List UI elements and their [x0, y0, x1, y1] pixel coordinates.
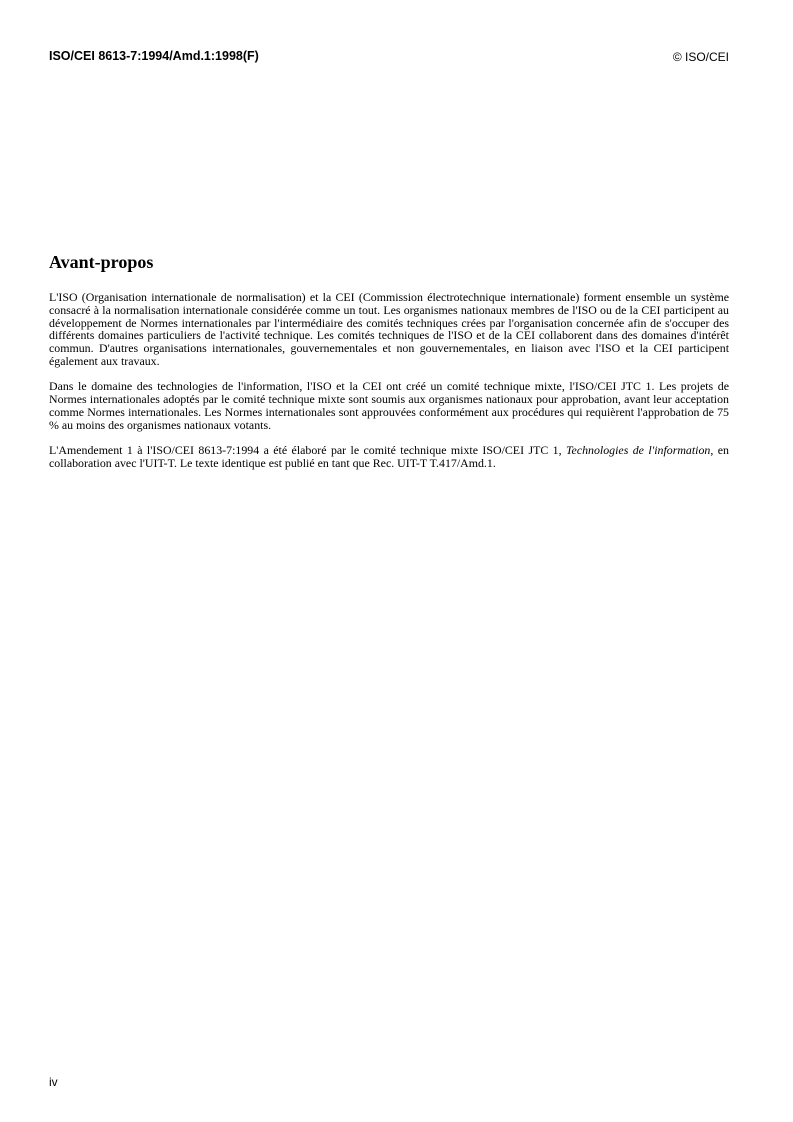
section-body — [49, 291, 729, 482]
section-title: Avant-propos — [49, 252, 154, 272]
paragraph-jtc1: Dans le domaine des technologies de l'information, l'ISO et la CEI ont créé un comité technique mixte, l'ISO/CEI JTC 1. Les projets de Normes internationales adoptés par le comité technique mixte sont soumis aux organismes nationaux pour approbation, avant leur acceptation comme Normes internationales. Les Normes internationales sont approuvées conformément aux procédures qui requièrent l'approbation de 75 % au moins des organismes nationaux votants. — [49, 379, 729, 432]
amendment-text-after: , en collaboration avec l'UIT-T. Le texte identique est publié en tant que Rec. UIT-T T.417/Amd.1. — [49, 442, 729, 470]
paragraph-amendment — [49, 444, 729, 470]
amendment-text-before: L'Amendement 1 à l'ISO/CEI 8613-7:1994 a été élaboré par le comité technique mixte ISO/CEI JTC 1, — [49, 442, 567, 457]
paragraph-iso-cei: L'ISO (Organisation internationale de normalisation) et la CEI (Commission électrotechnique internationale) forment ensemble un système consacré à la normalisation internationale considérée comme un tout. Les organismes nationaux membres de l'ISO ou de la CEI participent au développement de Normes internationales par l'intermédiaire des comités techniques crées par l'organisation concernée afin de s'occuper des différents domaines particuliers de l'activité technique. Les comités techniques de l'ISO et de la CEI collaborent dans des domaines d'intérêt commun. D'autres organisations internationales, gouvernementales et non gouvernementales, en liaison avec l'ISO et la CEI participent également aux travaux. — [49, 290, 729, 368]
copyright-notice: © ISO/CEI — [672, 50, 729, 64]
amendment-italic-title: Technologies de l'information — [566, 442, 711, 457]
document-id: ISO/CEI 8613-7:1994/Amd.1:1998(F) — [49, 49, 259, 63]
page-number: iv — [49, 1075, 58, 1089]
